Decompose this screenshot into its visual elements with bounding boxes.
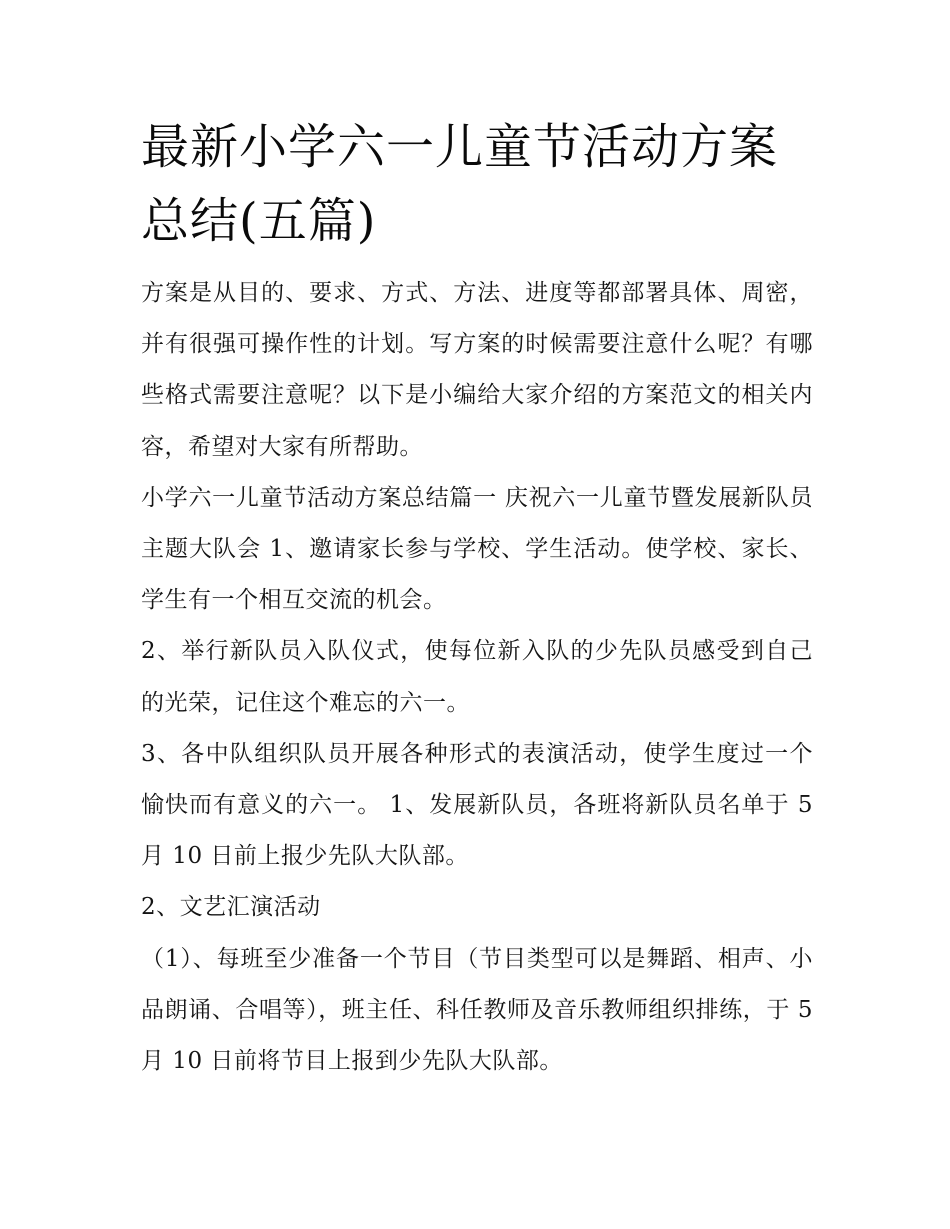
document-body <box>141 268 813 1087</box>
paragraph-performance-heading: 2、文艺汇演活动 <box>141 894 321 921</box>
paragraph-intro: 方案是从目的、要求、方式、方法、进度等都部署具体、周密，并有很强可操作性的计划。写方案的时候需要注意什么呢？有哪些格式需要注意呢？以下是小编给大家介绍的方案范文的相关内容，希望对大家有所帮助。 <box>141 280 813 460</box>
paragraph-item-2: 2、举行新队员入队仪式，使每位新入队的少先队员感受到自己的光荣，记住这个难忘的六一。 <box>141 638 813 716</box>
document-content <box>141 110 813 1087</box>
document-title: 最新小学六一儿童节活动方案总结(五篇) <box>141 119 779 249</box>
paragraph-performance-detail: （1）、每班至少准备一个节目（节目类型可以是舞蹈、相声、小品朗诵、合唱等），班主任、科任教师及音乐教师组织排练，于 5 月 10 日前将节目上报到少先队大队部。 <box>141 945 813 1075</box>
paragraph-part-one: 小学六一儿童节活动方案总结篇一 庆祝六一儿童节暨发展新队员主题大队会 1、邀请家长参与学校、学生活动。使学校、家长、学生有一个相互交流的机会。 <box>141 484 813 614</box>
paragraph-item-3: 3、各中队组织队员开展各种形式的表演活动，使学生度过一个愉快而有意义的六一。 1、发展新队员，各班将新队员名单于 5 月 10 日前上报少先队大队部。 <box>141 740 813 870</box>
